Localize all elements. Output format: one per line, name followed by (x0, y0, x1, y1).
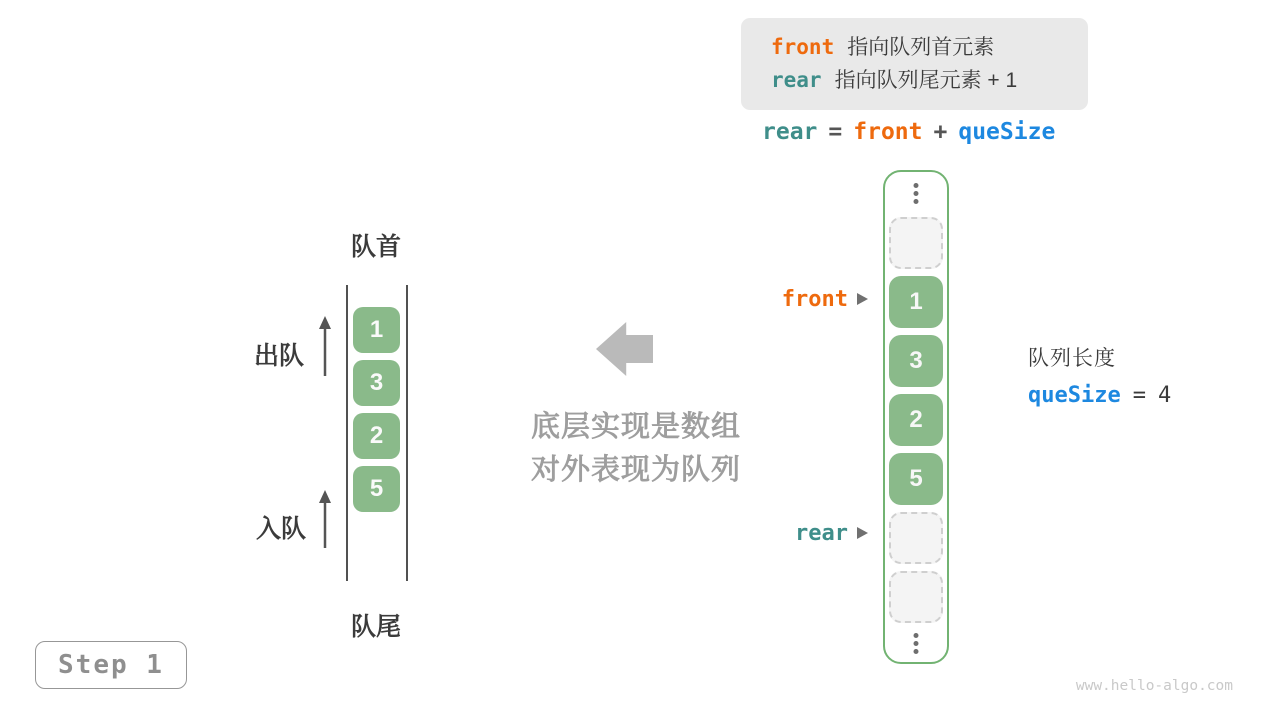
array-cell: 2 (889, 394, 943, 446)
array-cell-empty (889, 217, 943, 269)
queue-length-value-line (1028, 383, 1171, 408)
annotation-line2: 对外表现为队列 (530, 454, 741, 486)
pointer-arrow-icon (857, 293, 868, 305)
queue-wall-right (406, 285, 408, 581)
enqueue-up-arrow-icon (318, 490, 332, 550)
queue-tail-label: 队尾 (350, 613, 401, 641)
rear-pointer (748, 521, 868, 545)
formula-plus: + (933, 119, 948, 145)
queue-cell: 2 (353, 413, 400, 459)
step-badge (35, 641, 187, 689)
step-label: Step 1 (58, 650, 164, 680)
dequeue-label: 出队 (254, 342, 305, 370)
front-keyword: front (771, 35, 835, 59)
array-cell-empty (889, 571, 943, 623)
rear-description: 指向队列尾元素 + 1 (834, 69, 1018, 92)
dequeue-up-arrow-icon (318, 316, 332, 378)
array-container (883, 170, 949, 664)
enqueue-label: 入队 (256, 515, 307, 543)
front-pointer-label: front (781, 286, 848, 312)
queue-wall-left (346, 285, 348, 581)
array-cell: 1 (889, 276, 943, 328)
front-pointer (748, 287, 868, 311)
formula-front: front (853, 119, 923, 145)
array-cell-empty (889, 512, 943, 564)
formula-rear: rear (762, 119, 818, 145)
rear-keyword: rear (771, 68, 822, 92)
queue-length-label: 队列长度 (1028, 347, 1116, 370)
pointer-legend-box (741, 18, 1088, 110)
rear-formula (762, 119, 1055, 145)
legend-line-rear (771, 64, 1088, 97)
annotation-line1: 底层实现是数组 (530, 411, 741, 443)
quesize-value: 4 (1157, 383, 1172, 408)
queue-head-label: 队首 (350, 233, 401, 261)
left-block-arrow-icon (596, 322, 653, 376)
array-cell: 5 (889, 453, 943, 505)
queue-cells (353, 307, 400, 512)
queue-cell: 3 (353, 360, 400, 406)
formula-quesize: queSize (958, 119, 1056, 145)
queue-length-info (1028, 342, 1171, 408)
watermark: www.hello-algo.com (1075, 678, 1233, 694)
array-cell: 3 (889, 335, 943, 387)
legend-line-front (771, 31, 1088, 64)
rear-pointer-label: rear (795, 520, 848, 546)
formula-equals: = (828, 119, 843, 145)
queue-cell: 1 (353, 307, 400, 353)
pointer-arrow-icon (857, 527, 868, 539)
queue-cell: 5 (353, 466, 400, 512)
front-description: 指向队列首元素 (847, 36, 995, 59)
annotation-text (520, 406, 752, 492)
vertical-ellipsis-top-icon (911, 180, 921, 210)
quesize-variable: queSize (1028, 383, 1121, 408)
vertical-ellipsis-bottom-icon (911, 630, 921, 660)
quesize-equals: = (1132, 383, 1146, 408)
